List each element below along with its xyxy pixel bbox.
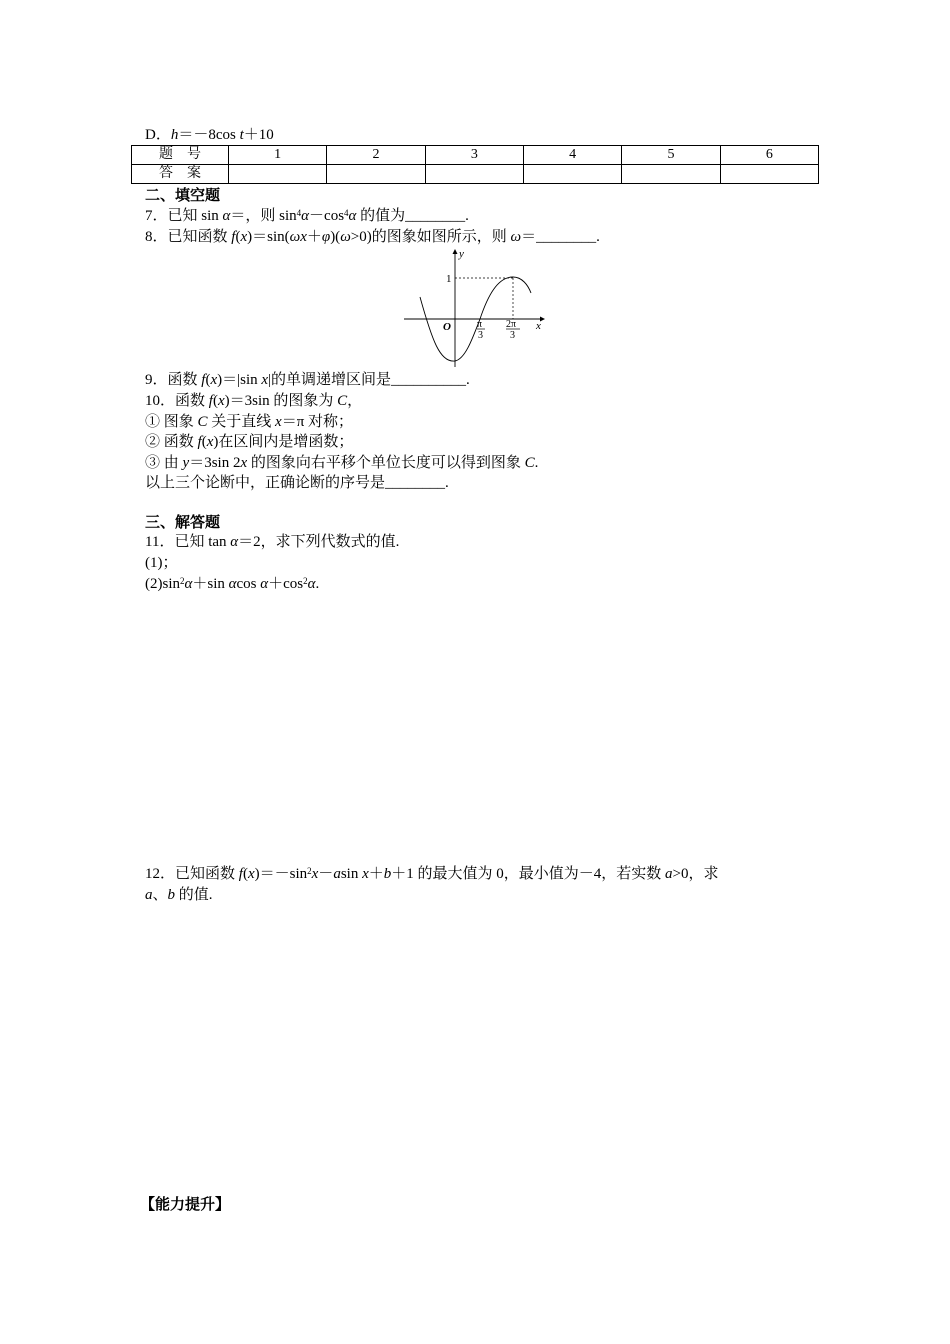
question-10-statement-3: ③ 由 y＝3sin 2x 的图象向右平移个单位长度可以得到图象 C. — [145, 455, 539, 471]
question-number: 3 — [425, 146, 523, 165]
question-12: 12．已知函数 $f(x)=-\sin^2x-asin$ x＋b＋1 的最大值为 0，最小值为－4，若实数 a>0，求 — [145, 866, 719, 882]
y-tick-one: 1 — [446, 273, 452, 285]
question-8: 8．已知函数 f(x)＝sin(ωx＋φ)(ω>0)的图象如图所示，则 ω＝________. — [145, 229, 600, 245]
question-12-continued: a、b 的值. — [145, 887, 213, 903]
tick-pi-denominator: 3 — [478, 330, 483, 341]
question-number: 2 — [327, 146, 425, 165]
sine-graph-figure — [400, 245, 550, 370]
table-row — [132, 146, 819, 165]
row-label-number: 题 号 — [132, 146, 229, 165]
ability-section-title: 【能力提升】 — [140, 1197, 231, 1213]
origin-label: O — [443, 321, 451, 333]
question-10-statement-2: ② 函数 f(x)在区间内是增函数； — [145, 434, 354, 450]
question-number: 4 — [523, 146, 621, 165]
x-axis-label: x — [536, 320, 541, 332]
option-d: D．h＝－8cos t＋10 — [145, 127, 274, 143]
tick-pi-numerator: π — [477, 319, 483, 330]
answer-cell[interactable] — [327, 165, 425, 184]
question-11-part-2: $(2)\sin^2\alpha+\sin$ αcos $\alpha+\cos^2\alpha$. — [145, 576, 320, 592]
section-title-fill-in: 二、填空题 — [145, 188, 221, 204]
answer-table — [131, 145, 819, 184]
question-11-part-1: (1)； — [145, 555, 178, 571]
table-row — [132, 165, 819, 184]
section-title-solutions: 三、解答题 — [145, 515, 221, 531]
question-9: 9．函数 f(x)＝|sin x|的单调递增区间是__________. — [145, 372, 470, 388]
tick-2pi-denominator: 3 — [510, 330, 515, 341]
answer-cell[interactable] — [425, 165, 523, 184]
y-axis-label: y — [459, 248, 464, 260]
answer-cell[interactable] — [720, 165, 818, 184]
answer-cell[interactable] — [622, 165, 720, 184]
tick-2pi-numerator: 2π — [506, 319, 517, 330]
answer-cell[interactable] — [523, 165, 621, 184]
question-10: 10．函数 f(x)＝3sin 的图象为 C， — [145, 393, 363, 409]
question-number: 5 — [622, 146, 720, 165]
row-label-answer: 答 案 — [132, 165, 229, 184]
question-number: 6 — [720, 146, 818, 165]
answer-cell[interactable] — [229, 165, 327, 184]
question-10-prompt: 以上三个论断中，正确论断的序号是________. — [145, 475, 449, 491]
question-10-statement-1: ① 图象 C 关于直线 x＝π 对称； — [145, 414, 354, 430]
question-number: 1 — [229, 146, 327, 165]
question-11: 11．已知 tan α＝2，求下列代数式的值. — [145, 534, 400, 550]
question-7: 7．已知 sin α＝，则 $\sin^4\alpha-\cos^4\alpha$ 的值为________. — [145, 208, 469, 224]
y-axis-arrow — [453, 249, 458, 254]
